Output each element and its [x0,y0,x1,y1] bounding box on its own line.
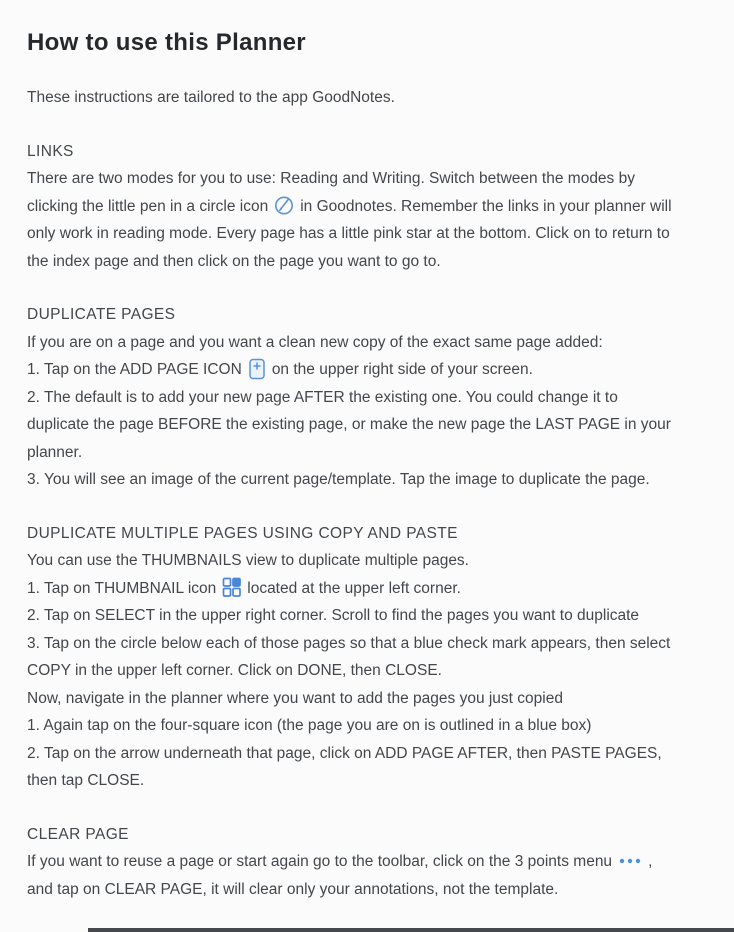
clear-line-2: and tap on CLEAR PAGE, it will clear only your annotations, not the template. [27,880,559,898]
section-duplicate-multiple [27,520,714,795]
links-line-2: clicking the little pen in a circle icon in Goodnotes. Remember the links in your planner will [27,193,714,221]
section-clear-page [27,821,714,904]
duplicate-line-6: 3. You will see an image of the current page/template. Tap the image to duplicate the page. [27,471,650,488]
pen-circle-icon [273,194,295,216]
multiple-line-3: 2. Tap on SELECT in the upper right corner. Scroll to find the pages you want to duplicate [27,607,640,624]
links-line-3: only work in reading mode. Every page has a little pink star at the bottom. Click on to return to [27,225,670,242]
multiple-line-8: 2. Tap on the arrow underneath that page, click on ADD PAGE AFTER, then PASTE PAGES, [27,744,662,762]
clear-line-1: If you want to reuse a page or start again go to the toolbar, click on the 3 points menu , [27,853,653,870]
add-page-icon [247,358,267,380]
multiple-line-1: You can use the THUMBNAILS view to duplicate multiple pages. [27,552,469,569]
ellipsis-icon [617,856,643,866]
bottom-edge-bar [88,928,734,932]
multiple-line-7: 1. Again tap on the four-square icon (the page you are on is outlined in a blue box) [27,717,592,734]
section-heading-links: LINKS [27,142,74,160]
multiple-line-9: then tap CLOSE. [27,772,145,789]
multiple-line-5: COPY in the upper left corner. Click on DONE, then CLOSE. [27,662,442,679]
section-heading-clear-page: CLEAR PAGE [27,825,129,843]
duplicate-line-1: If you are on a page and you want a clean new copy of the exact same page added: [27,333,603,351]
multiple-line-2: 1. Tap on THUMBNAIL icon located at the upper left corner. [27,575,714,603]
duplicate-line-4: duplicate the page BEFORE the existing page, or make the new page the LAST PAGE in your [27,416,671,433]
multiple-line-4: 3. Tap on the circle below each of those pages so that a blue check mark appears, then select [27,634,671,652]
intro-text: These instructions are tailored to the app GoodNotes. [27,89,395,106]
section-duplicate-pages [27,301,714,494]
thumbnail-grid-icon [221,576,242,599]
links-line-4: the index page and then click on the page you want to go to. [27,252,441,270]
links-line-1: There are two modes for you to use: Reading and Writing. Switch between the modes by [27,170,635,187]
duplicate-line-2: 1. Tap on the ADD PAGE ICON on the upper right side of your screen. [27,356,714,384]
section-links [27,138,714,276]
duplicate-line-3: 2. The default is to add your new page AFTER the existing one. You could change it to [27,388,618,406]
multiple-line-6: Now, navigate in the planner where you want to add the pages you just copied [27,689,563,707]
section-heading-duplicate-pages: DUPLICATE PAGES [27,306,176,323]
page-title: How to use this Planner [27,29,306,56]
duplicate-line-5: planner. [27,443,83,461]
section-heading-duplicate-multiple: DUPLICATE MULTIPLE PAGES USING COPY AND PASTE [27,524,458,542]
